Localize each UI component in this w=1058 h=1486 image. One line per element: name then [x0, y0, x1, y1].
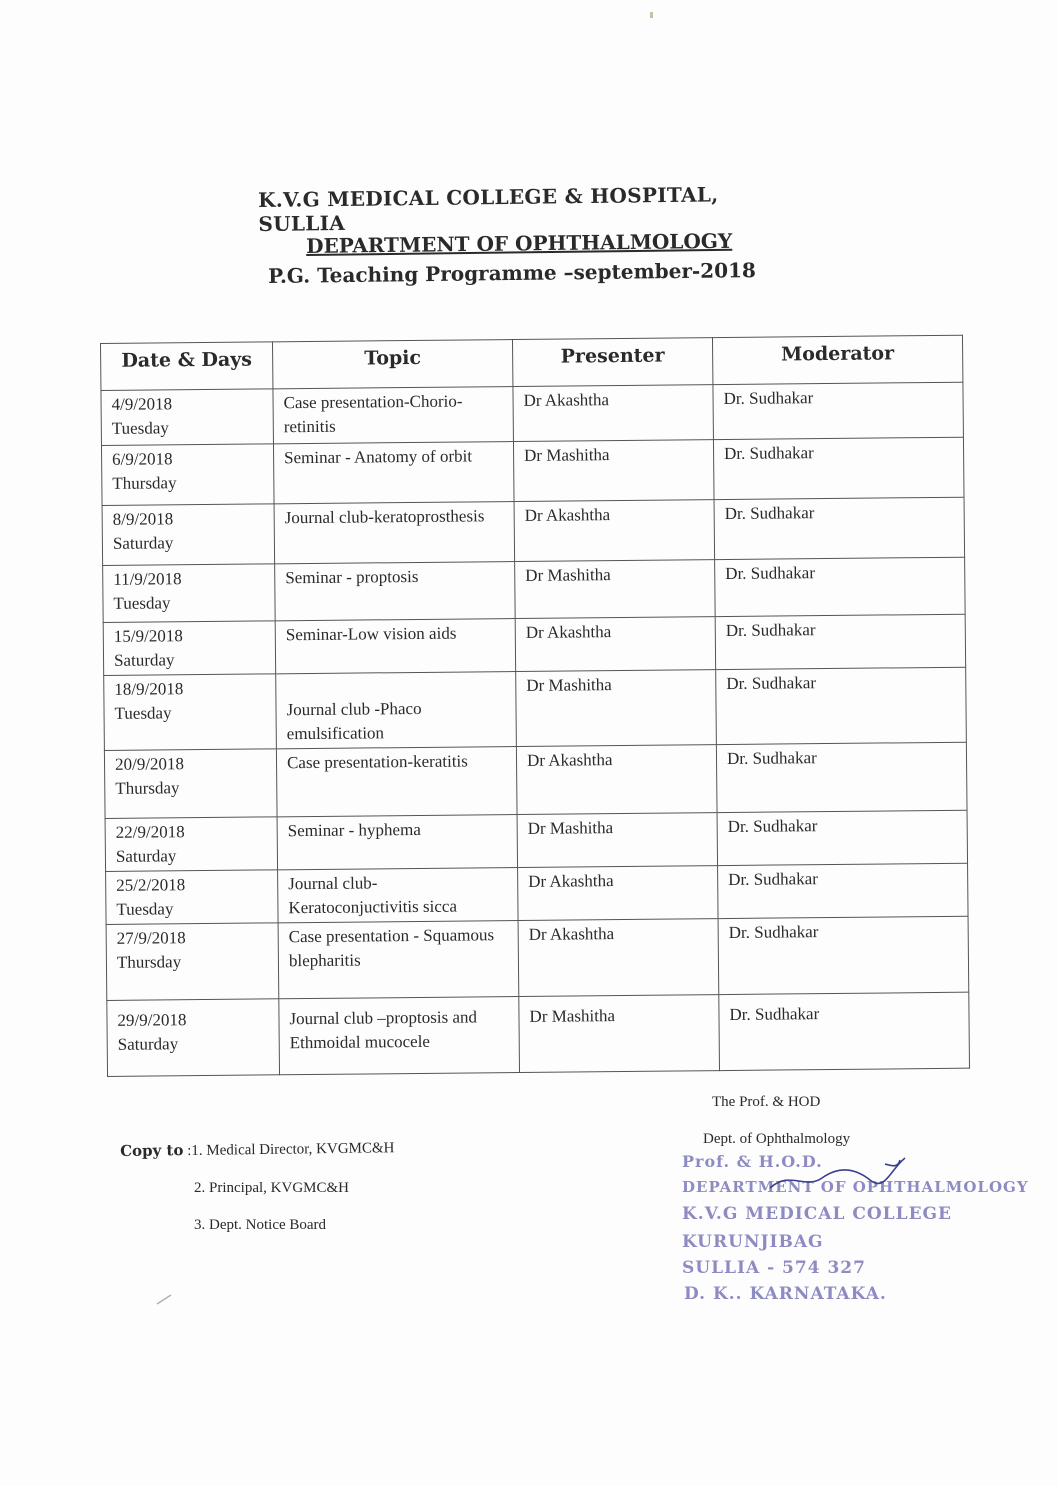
day: Saturday [113, 650, 175, 670]
programme-title: P.G. Teaching Programme –september-2018 [268, 258, 757, 288]
presenter-cell: Dr Akashtha [515, 617, 715, 672]
day: Tuesday [114, 703, 172, 723]
date: 20/9/2018 [114, 754, 185, 774]
day: Tuesday [113, 593, 171, 613]
date-cell [101, 444, 274, 506]
day: Tuesday [116, 899, 174, 919]
topic-cell: Journal club -Phaco emulsification [276, 672, 517, 749]
topic-cell: Seminar-Low vision aids [275, 619, 515, 674]
day: Tuesday [111, 418, 169, 438]
table-row [102, 497, 965, 565]
table-row [105, 810, 967, 871]
date: 8/9/2018 [112, 509, 174, 529]
stamp-line-4: KURUNJIBAG [682, 1232, 824, 1252]
stamp-line-3: K.V.G MEDICAL COLLEGE [682, 1204, 953, 1224]
table-row [106, 863, 968, 924]
moderator-cell: Dr. Sudhakar [717, 810, 967, 865]
copy-to-item-1: :1. Medical Director, KVGMC&H [187, 1140, 395, 1160]
schedule-table [100, 335, 970, 1077]
table-row [101, 437, 964, 505]
date-cell [104, 749, 277, 819]
date-cell [106, 923, 279, 1001]
topic-cell: Journal club –proptosis and Ethmoidal mucocele [279, 997, 520, 1075]
copy-to-item-2: 2. Principal, KVGMC&H [194, 1180, 349, 1196]
presenter-cell: Dr Akashtha [514, 500, 715, 562]
moderator-cell: Dr. Sudhakar [713, 382, 964, 439]
copy-to-item-3: 3. Dept. Notice Board [194, 1217, 327, 1233]
presenter-cell: Dr Mashitha [516, 670, 717, 747]
presenter-cell: Dr Akashtha [518, 919, 719, 997]
day: Saturday [112, 533, 174, 553]
moderator-cell: Dr. Sudhakar [714, 497, 965, 559]
hod-title: The Prof. & HOD [712, 1094, 821, 1110]
table-row [101, 382, 963, 445]
stamp-line-1: Prof. & H.O.D. [682, 1152, 823, 1171]
table-row [107, 992, 970, 1076]
date: 25/2/2018 [116, 875, 186, 895]
date-cell [102, 504, 275, 566]
topic-cell: Case presentation-Chorio-retinitis [273, 387, 514, 444]
hod-department: Dept. of Ophthalmology [703, 1131, 851, 1147]
topic-cell: Seminar - proptosis [275, 562, 516, 621]
moderator-cell: Dr. Sudhakar [718, 863, 968, 918]
stamp-line-6: D. K.. KARNATAKA. [684, 1284, 887, 1304]
department-title: DEPARTMENT OF OPHTHALMOLOGY [306, 228, 733, 258]
column-header-moderator: Moderator [712, 335, 962, 384]
table-row [106, 916, 969, 1000]
date: 29/9/2018 [117, 1010, 187, 1030]
date: 15/9/2018 [113, 626, 183, 646]
presenter-cell: Dr Mashitha [519, 995, 720, 1073]
moderator-cell: Dr. Sudhakar [718, 916, 969, 994]
topic-cell: Journal club-Keratoconjuctivitis sicca [278, 868, 518, 923]
stamp-line-5: SULLIA - 574 327 [682, 1258, 866, 1278]
topic-cell: Seminar - Anatomy of orbit [273, 442, 514, 504]
presenter-cell: Dr Mashitha [515, 560, 716, 619]
presenter-cell: Dr Akashtha [516, 745, 717, 815]
date-cell [106, 870, 279, 925]
presenter-cell: Dr Mashitha [513, 440, 714, 502]
day: Saturday [115, 846, 177, 866]
day: Thursday [116, 952, 182, 972]
moderator-cell: Dr. Sudhakar [715, 557, 966, 616]
table-row [103, 614, 965, 675]
date-cell [107, 999, 280, 1077]
copy-to-label: Copy to [120, 1141, 184, 1160]
moderator-cell: Dr. Sudhakar [713, 437, 964, 499]
moderator-cell: Dr. Sudhakar [716, 742, 967, 812]
date-cell [103, 621, 276, 676]
presenter-cell: Dr Mashitha [517, 813, 717, 868]
presenter-cell: Dr Akashtha [518, 866, 718, 921]
column-header-topic: Topic [272, 340, 512, 389]
moderator-cell: Dr. Sudhakar [719, 992, 970, 1070]
copy-to [120, 1138, 395, 1161]
date-cell [101, 389, 274, 446]
moderator-cell: Dr. Sudhakar [716, 667, 967, 744]
topic-cell: Journal club-keratoprosthesis [274, 502, 515, 564]
moderator-cell: Dr. Sudhakar [715, 614, 965, 669]
column-header-presenter: Presenter [512, 338, 712, 387]
topic-cell: Seminar - hyphema [277, 815, 517, 870]
table-header-row [101, 335, 963, 390]
topic-cell: Case presentation - Squamous blepharitis [278, 921, 519, 999]
date: 6/9/2018 [112, 449, 173, 469]
schedule-table-wrapper [100, 335, 972, 1077]
date-cell [103, 564, 276, 623]
date-cell [105, 817, 278, 872]
date: 22/9/2018 [115, 822, 185, 842]
scan-speck [650, 12, 653, 18]
date: 27/9/2018 [116, 928, 186, 948]
table-row [103, 557, 966, 622]
date: 11/9/2018 [113, 569, 182, 589]
table-row [104, 667, 967, 750]
date-cell [104, 674, 277, 751]
stamp-line-2: DEPARTMENT OF OPHTHALMOLOGY [682, 1178, 1029, 1196]
day: Thursday [112, 473, 177, 493]
day: Saturday [117, 1034, 179, 1054]
date: 18/9/2018 [114, 679, 184, 699]
signature-icon [760, 1150, 920, 1200]
date: 4/9/2018 [111, 394, 173, 414]
scan-scratch [155, 1292, 175, 1306]
day: Thursday [115, 778, 180, 798]
table-row [104, 742, 967, 818]
column-header-date: Date & Days [101, 342, 273, 391]
college-name: K.V.G MEDICAL COLLEGE & HOSPITAL, SULLIA [258, 182, 719, 236]
topic-cell: Case presentation-keratitis [276, 747, 517, 817]
presenter-cell: Dr Akashtha [513, 385, 714, 442]
